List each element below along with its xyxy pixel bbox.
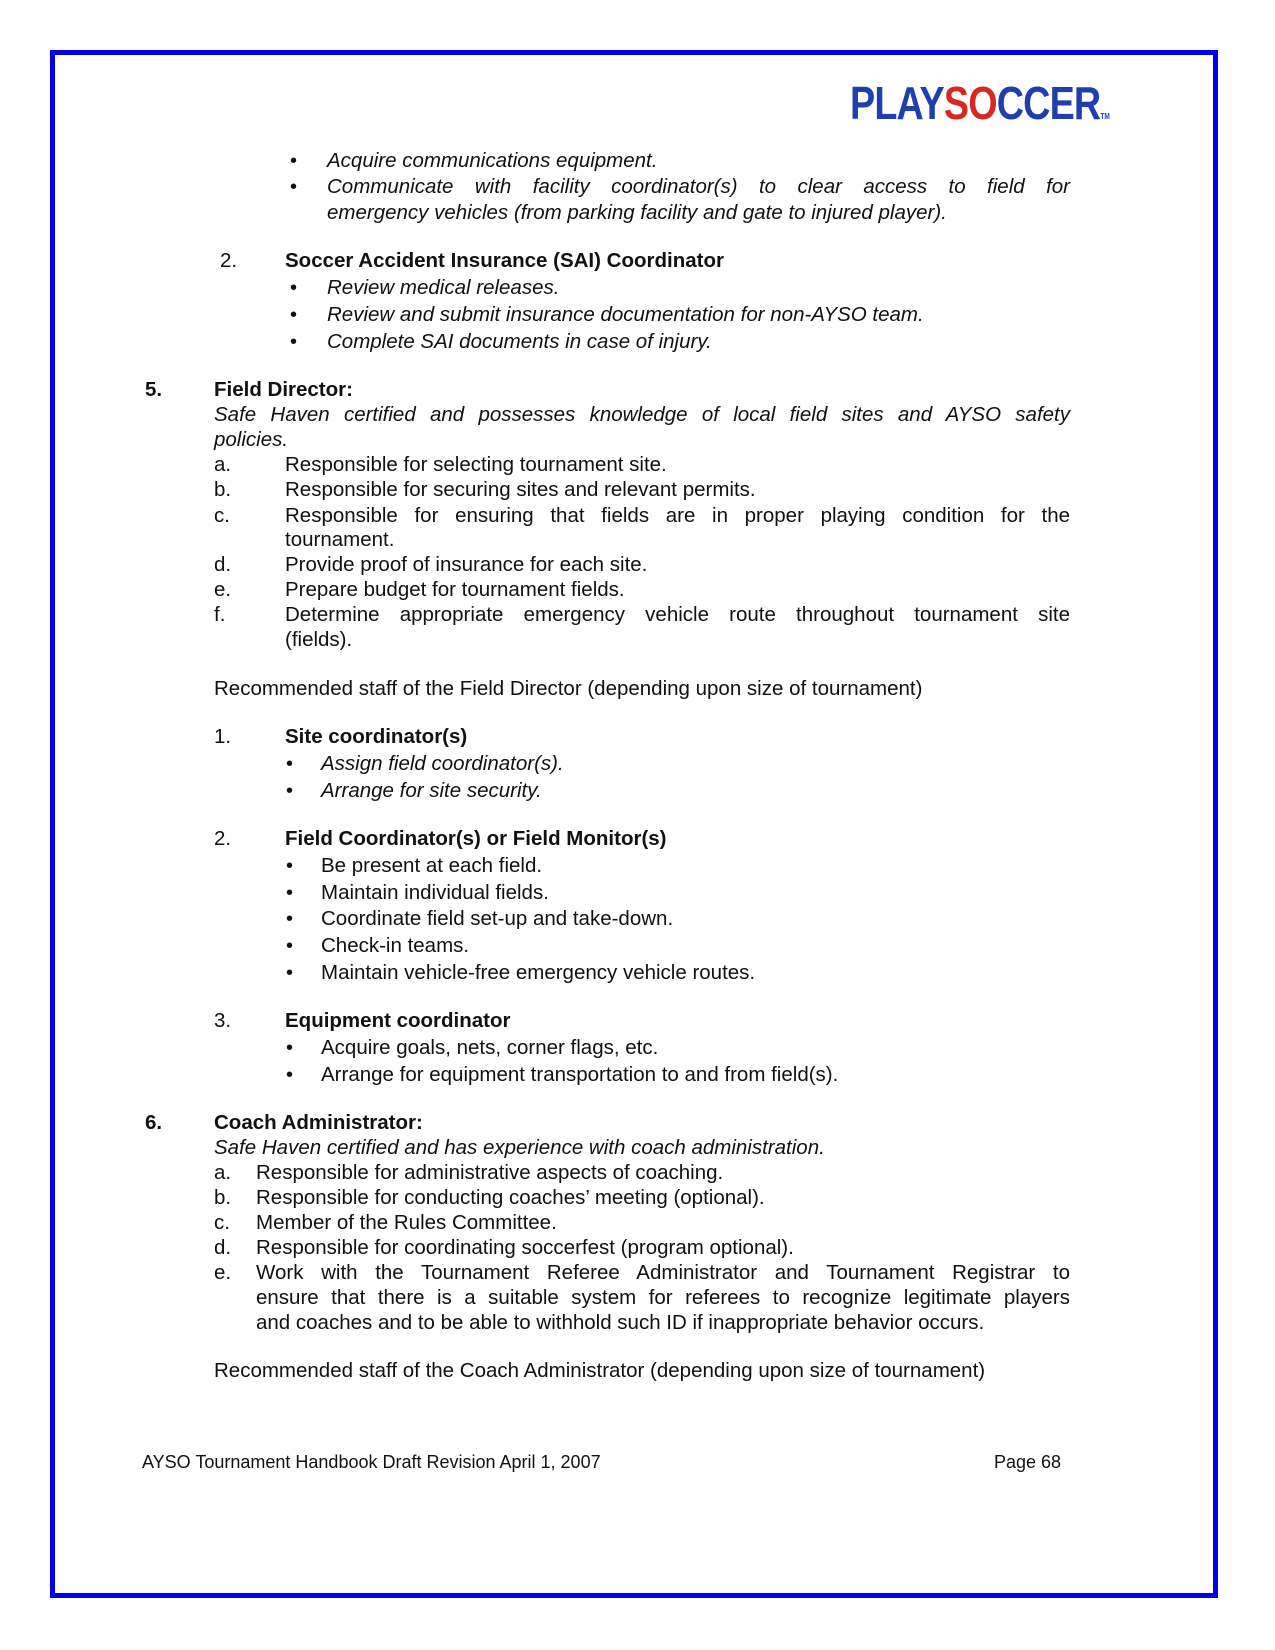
logo-play: PLAY xyxy=(850,77,944,129)
item-letter: c. xyxy=(214,504,230,527)
staff-heading: Equipment coordinator xyxy=(285,1009,511,1032)
list-item: Review medical releases. xyxy=(327,276,560,299)
list-item-cont: tournament. xyxy=(285,528,395,551)
bullet-icon: • xyxy=(286,935,294,957)
bullet-icon: • xyxy=(286,908,294,930)
section-heading: Coach Administrator: xyxy=(214,1111,423,1134)
list-item-cont: and coaches and to be able to withhold such ID if inappropriate behavior occurs. xyxy=(256,1311,985,1334)
list-item: Complete SAI documents in case of injury. xyxy=(327,330,712,353)
item-letter: e. xyxy=(214,578,232,601)
item-number: 2. xyxy=(214,827,232,850)
section-heading: Soccer Accident Insurance (SAI) Coordinator xyxy=(285,249,724,272)
list-item: Determine appropriate emergency vehicle route throughout tournament site xyxy=(285,603,1070,626)
bullet-icon: • xyxy=(290,331,298,353)
logo-tm: TM xyxy=(1100,112,1110,121)
list-item: Member of the Rules Committee. xyxy=(256,1211,557,1234)
section-number: 5. xyxy=(145,378,163,401)
list-item: Acquire goals, nets, corner flags, etc. xyxy=(321,1036,659,1059)
list-item: Assign field coordinator(s). xyxy=(321,752,564,775)
list-item: Communicate with facility coordinator(s) to clear access to field for xyxy=(327,175,1070,198)
item-number: 2. xyxy=(220,249,238,272)
list-item-cont: ensure that there is a suitable system for referees to recognize legitimate players xyxy=(256,1286,1070,1309)
list-item: Prepare budget for tournament fields. xyxy=(285,578,625,601)
item-letter: e. xyxy=(214,1261,232,1284)
logo-ccer: CCER xyxy=(996,77,1101,129)
section-number: 6. xyxy=(145,1111,163,1134)
footer-title: AYSO Tournament Handbook Draft Revision April 1, 2007 xyxy=(142,1452,601,1472)
bullet-icon: • xyxy=(286,780,294,802)
item-letter: d. xyxy=(214,1236,232,1259)
item-letter: b. xyxy=(214,1186,232,1209)
list-item: Maintain vehicle-free emergency vehicle routes. xyxy=(321,961,756,984)
item-letter: b. xyxy=(214,478,232,501)
list-item: Coordinate field set-up and take-down. xyxy=(321,907,674,930)
list-item: Check-in teams. xyxy=(321,934,470,957)
bullet-icon: • xyxy=(286,855,294,877)
section-desc-cont: policies. xyxy=(214,428,289,451)
staff-intro: Recommended staff of the Coach Administrator (depending upon size of tournament) xyxy=(214,1359,986,1382)
list-item: Responsible for coordinating soccerfest (program optional). xyxy=(256,1236,794,1259)
item-letter: f. xyxy=(214,603,226,626)
list-item: Responsible for conducting coaches’ meeting (optional). xyxy=(256,1186,765,1209)
list-item: Provide proof of insurance for each site. xyxy=(285,553,648,576)
staff-intro: Recommended staff of the Field Director (depending upon size of tournament) xyxy=(214,677,923,700)
list-item: Work with the Tournament Referee Administrator and Tournament Registrar to xyxy=(256,1261,1070,1284)
list-item: Review and submit insurance documentation for non-AYSO team. xyxy=(327,303,924,326)
bullet-icon: • xyxy=(286,1064,294,1086)
item-number: 3. xyxy=(214,1009,232,1032)
bullet-icon: • xyxy=(286,1037,294,1059)
bullet-icon: • xyxy=(290,277,298,299)
logo-so: SO xyxy=(943,77,997,129)
item-letter: c. xyxy=(214,1211,230,1234)
section-desc: Safe Haven certified and has experience with coach administration. xyxy=(214,1136,825,1159)
bullet-icon: • xyxy=(290,150,298,172)
item-number: 1. xyxy=(214,725,232,748)
item-letter: a. xyxy=(214,453,232,476)
list-item: Responsible for administrative aspects of coaching. xyxy=(256,1161,724,1184)
staff-heading: Field Coordinator(s) or Field Monitor(s) xyxy=(285,827,667,850)
bullet-icon: • xyxy=(286,753,294,775)
list-item: Acquire communications equipment. xyxy=(327,149,658,172)
list-item-cont: emergency vehicles (from parking facility and gate to injured player). xyxy=(327,201,947,224)
staff-heading: Site coordinator(s) xyxy=(285,725,468,748)
list-item: Be present at each field. xyxy=(321,854,543,877)
list-item: Responsible for securing sites and relevant permits. xyxy=(285,478,756,501)
bullet-icon: • xyxy=(290,176,298,198)
list-item: Responsible for ensuring that fields are in proper playing condition for the xyxy=(285,504,1070,527)
bullet-icon: • xyxy=(286,962,294,984)
bullet-icon: • xyxy=(290,304,298,326)
section-desc: Safe Haven certified and possesses knowledge of local field sites and AYSO safety xyxy=(214,403,1070,426)
playsoccer-logo xyxy=(850,77,1110,129)
section-heading: Field Director: xyxy=(214,378,353,401)
page-number: Page 68 xyxy=(994,1452,1062,1472)
bullet-icon: • xyxy=(286,882,294,904)
list-item: Arrange for site security. xyxy=(321,779,542,802)
list-item-cont: (fields). xyxy=(285,628,353,651)
list-item: Arrange for equipment transportation to and from field(s). xyxy=(321,1063,839,1086)
list-item: Maintain individual fields. xyxy=(321,881,549,904)
item-letter: d. xyxy=(214,553,232,576)
list-item: Responsible for selecting tournament site. xyxy=(285,453,667,476)
item-letter: a. xyxy=(214,1161,232,1184)
